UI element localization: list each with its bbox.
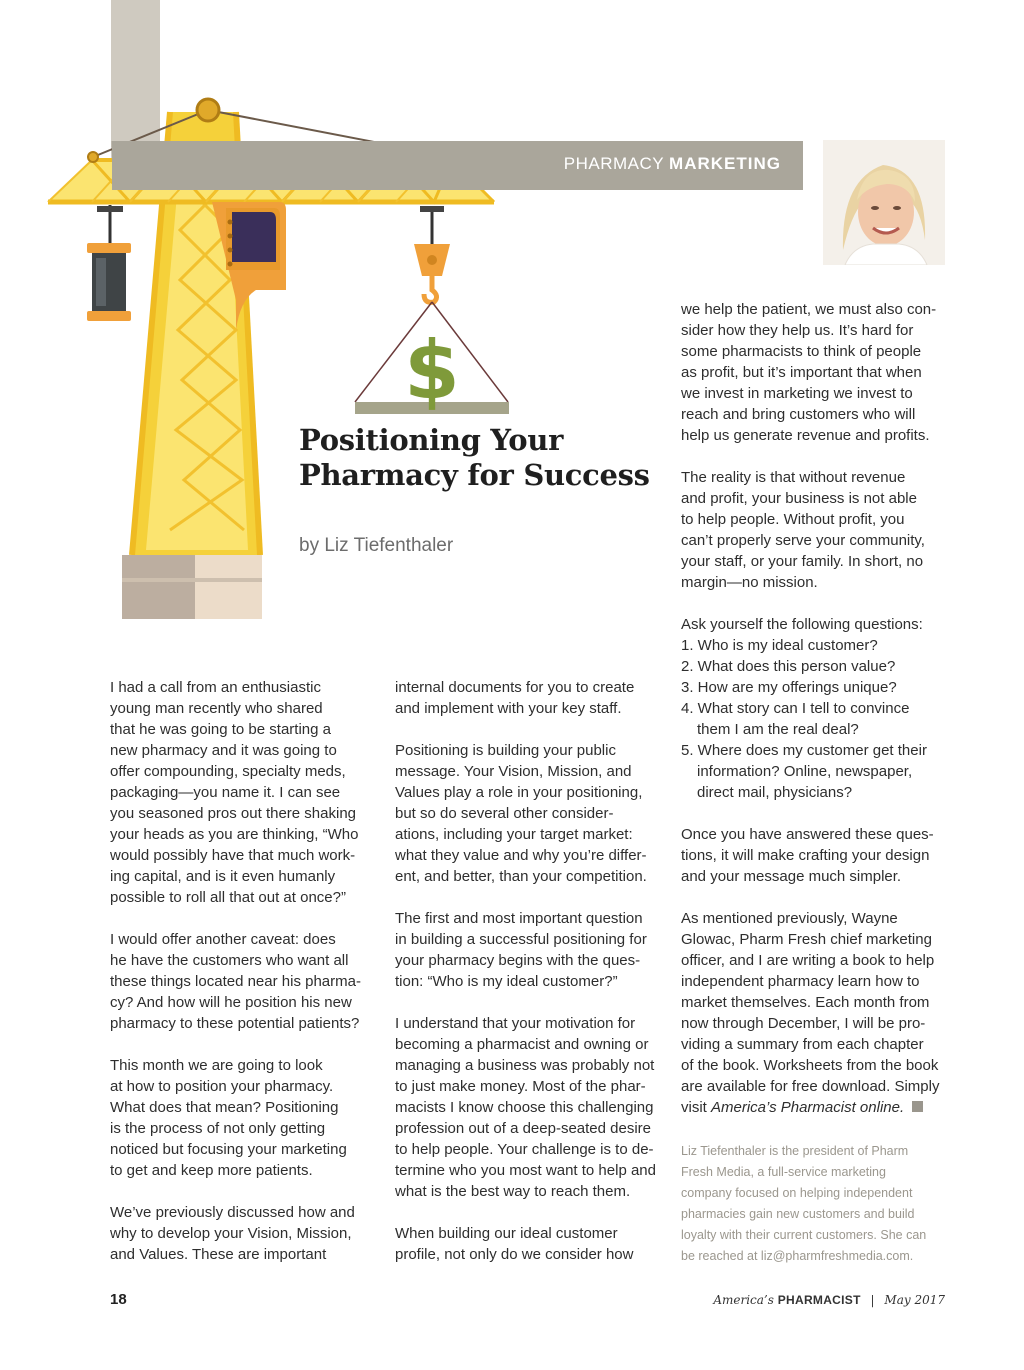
question-5: 5. Where does my customer get their bbox=[681, 742, 927, 759]
text-line: ent, and better, than your competition. bbox=[395, 868, 647, 885]
question-2: 2. What does this person value? bbox=[681, 658, 896, 675]
bio-line: Liz Tiefenthaler is the president of Pharm bbox=[681, 1144, 909, 1158]
text-line: your pharmacy begins with the ques- bbox=[395, 952, 641, 969]
text-line: these things located near his pharma- bbox=[110, 973, 361, 990]
questions-list bbox=[681, 614, 951, 803]
text-line: as profit, but it’s important that when bbox=[681, 364, 922, 381]
paragraph bbox=[110, 929, 380, 1034]
byline: by Liz Tiefenthaler bbox=[299, 535, 454, 556]
text-line bbox=[681, 1097, 951, 1118]
text-line: viding a summary from each chapter bbox=[681, 1036, 924, 1053]
text-line: we invest in marketing we invest to bbox=[681, 385, 913, 402]
text-line: cy? And how will he position his new bbox=[110, 994, 352, 1011]
hook bbox=[414, 206, 450, 302]
text-line: This month we are going to look bbox=[110, 1057, 323, 1074]
text-line: I had a call from an enthusiastic bbox=[110, 679, 321, 696]
text-line: becoming a pharmacist and owning or bbox=[395, 1036, 649, 1053]
text-line: at how to position your pharmacy. bbox=[110, 1078, 334, 1095]
text-line: in building a successful positioning for bbox=[395, 931, 647, 948]
text-line: your staff, or your family. In short, no bbox=[681, 553, 924, 570]
page-number: 18 bbox=[110, 1291, 127, 1308]
crane-base-right bbox=[195, 555, 262, 619]
paragraph bbox=[395, 1013, 665, 1202]
footer-masthead bbox=[713, 1293, 945, 1307]
text-line: What does that mean? Positioning bbox=[110, 1099, 339, 1116]
text-line: why to develop your Vision, Mission, bbox=[110, 1225, 352, 1242]
paragraph bbox=[681, 299, 951, 446]
text-line: Positioning is building your public bbox=[395, 742, 616, 759]
text-line: Once you have answered these ques- bbox=[681, 826, 934, 843]
bio-line: company focused on helping independent bbox=[681, 1186, 913, 1200]
paragraph bbox=[395, 740, 665, 887]
text-line: and your message much simpler. bbox=[681, 868, 902, 885]
text-plain: visit bbox=[681, 1099, 711, 1116]
paragraph bbox=[110, 677, 380, 908]
top-pulley bbox=[197, 99, 219, 121]
text-line: possible to roll all that out at once?” bbox=[110, 889, 346, 906]
bio-line: pharmacies gain new customers and build bbox=[681, 1207, 915, 1221]
text-line: noticed but focusing your marketing bbox=[110, 1141, 347, 1158]
text-line: independent pharmacy learn how to bbox=[681, 973, 920, 990]
paragraph bbox=[681, 467, 951, 593]
text-line: some pharmacists to think of people bbox=[681, 343, 922, 360]
text-line: young man recently who shared bbox=[110, 700, 323, 717]
question-4: 4. What story can I tell to convince bbox=[681, 700, 910, 717]
paragraph bbox=[681, 908, 951, 1118]
text-line: termine who you most want to help and bbox=[395, 1162, 656, 1179]
text-line: he have the customers who want all bbox=[110, 952, 349, 969]
author-photo bbox=[823, 140, 945, 265]
question-1: 1. Who is my ideal customer? bbox=[681, 637, 878, 654]
text-line: margin—no mission. bbox=[681, 574, 818, 591]
text-line: The first and most important question bbox=[395, 910, 643, 927]
questions-intro: Ask yourself the following questions: bbox=[681, 616, 923, 633]
text-line: of the book. Worksheets from the book bbox=[681, 1057, 939, 1074]
text-line: your heads as you are thinking, “Who bbox=[110, 826, 359, 843]
paragraph bbox=[110, 1055, 380, 1181]
text-line: sider how they help us. It’s hard for bbox=[681, 322, 914, 339]
text-line: managing a business was probably not bbox=[395, 1057, 655, 1074]
text-line: and profit, your business is not able bbox=[681, 490, 917, 507]
text-line: you seasoned pros out there shaking bbox=[110, 805, 356, 822]
paragraph bbox=[110, 1202, 380, 1265]
text-line: market themselves. Each month from bbox=[681, 994, 930, 1011]
text-line: I would offer another caveat: does bbox=[110, 931, 336, 948]
text-line: are available for free download. Simply bbox=[681, 1078, 940, 1095]
grey-pipe bbox=[111, 0, 160, 147]
text-line: what they value and why you’re differ- bbox=[395, 847, 647, 864]
text-line: what is the best way to reach them. bbox=[395, 1183, 631, 1200]
bio-line: Fresh Media, a full-service marketing bbox=[681, 1165, 886, 1179]
text-line: can’t properly serve your community, bbox=[681, 532, 925, 549]
magazine-name-bold: PHARMACIST bbox=[777, 1293, 861, 1307]
text-line: profile, not only do we consider how bbox=[395, 1246, 634, 1263]
text-line: now through December, I will be pro- bbox=[681, 1015, 926, 1032]
crane-illustration bbox=[0, 0, 560, 630]
text-line: tion: “Who is my ideal customer?” bbox=[395, 973, 618, 990]
money-pallet bbox=[355, 302, 509, 417]
title-line-1: Positioning Your bbox=[299, 423, 564, 457]
end-of-article-icon bbox=[912, 1101, 923, 1112]
text-line: and Values. These are important bbox=[110, 1246, 327, 1263]
question-5-cont: direct mail, physicians? bbox=[697, 784, 853, 801]
question-3: 3. How are my offerings unique? bbox=[681, 679, 897, 696]
article-title bbox=[299, 423, 659, 493]
text-line: message. Your Vision, Mission, and bbox=[395, 763, 632, 780]
text-line: that he was going to be starting a bbox=[110, 721, 331, 738]
text-line: The reality is that without revenue bbox=[681, 469, 906, 486]
text-line: Values play a role in your positioning, bbox=[395, 784, 643, 801]
crane-base-left bbox=[122, 555, 195, 619]
text-line: pharmacy to these potential patients? bbox=[110, 1015, 360, 1032]
text-line: help us generate revenue and profits. bbox=[681, 427, 930, 444]
column-3 bbox=[681, 299, 951, 1139]
paragraph bbox=[395, 908, 665, 992]
question-5-cont: information? Online, newspaper, bbox=[697, 763, 913, 780]
text-line: we help the patient, we must also con- bbox=[681, 301, 937, 318]
paragraph bbox=[395, 1223, 665, 1265]
text-line: to help people. Your challenge is to de- bbox=[395, 1141, 654, 1158]
text-line: We’ve previously discussed how and bbox=[110, 1204, 355, 1221]
question-4-cont: them I am the real deal? bbox=[697, 721, 859, 738]
text-line: ing capital, and is it even humanly bbox=[110, 868, 336, 885]
column-2 bbox=[395, 677, 665, 1286]
text-line: to just make money. Most of the phar- bbox=[395, 1078, 646, 1095]
section-label-bold: MARKETING bbox=[669, 154, 781, 173]
text-line: to get and keep more patients. bbox=[110, 1162, 313, 1179]
column-1 bbox=[110, 677, 380, 1286]
text-line: packaging—you name it. I can see bbox=[110, 784, 341, 801]
text-line: As mentioned previously, Wayne bbox=[681, 910, 898, 927]
text-line: is the process of not only getting bbox=[110, 1120, 326, 1137]
text-line: and implement with your key staff. bbox=[395, 700, 622, 717]
author-bio bbox=[681, 1141, 951, 1267]
text-line: ations, including your target market: bbox=[395, 826, 633, 843]
text-line: but so do several other consider- bbox=[395, 805, 614, 822]
text-line: new pharmacy and it was going to bbox=[110, 742, 337, 759]
section-label bbox=[564, 154, 781, 174]
text-line: When building our ideal customer bbox=[395, 1225, 618, 1242]
paragraph bbox=[681, 824, 951, 887]
link-text: America’s Pharmacist online. bbox=[711, 1099, 905, 1116]
footer-separator: | bbox=[870, 1293, 875, 1307]
section-header-band bbox=[112, 141, 803, 190]
bio-line: loyalty with their current customers. She can bbox=[681, 1228, 927, 1242]
text-line: tions, it will make crafting your design bbox=[681, 847, 930, 864]
text-line: macists I know choose this challenging bbox=[395, 1099, 654, 1116]
paragraph bbox=[395, 677, 665, 719]
text-line: internal documents for you to create bbox=[395, 679, 635, 696]
text-line: officer, and I are writing a book to help bbox=[681, 952, 935, 969]
title-line-2: Pharmacy for Success bbox=[299, 458, 650, 492]
text-line: would possibly have that much work- bbox=[110, 847, 356, 864]
text-line: reach and bring customers who will bbox=[681, 406, 916, 423]
dollar-icon: $ bbox=[404, 324, 460, 417]
counterweight bbox=[87, 205, 131, 321]
text-line: Glowac, Pharm Fresh chief marketing bbox=[681, 931, 932, 948]
section-label-light: PHARMACY bbox=[563, 154, 664, 173]
text-line: to help people. Without profit, you bbox=[681, 511, 905, 528]
text-line: I understand that your motivation for bbox=[395, 1015, 636, 1032]
bio-line: be reached at liz@pharmfreshmedia.com. bbox=[681, 1249, 914, 1263]
text-line: profession out of a deep-seated desire bbox=[395, 1120, 652, 1137]
issue-date: May 2017 bbox=[884, 1293, 945, 1307]
magazine-name-italic: America’s bbox=[713, 1293, 774, 1307]
text-line: offer compounding, specialty meds, bbox=[110, 763, 346, 780]
